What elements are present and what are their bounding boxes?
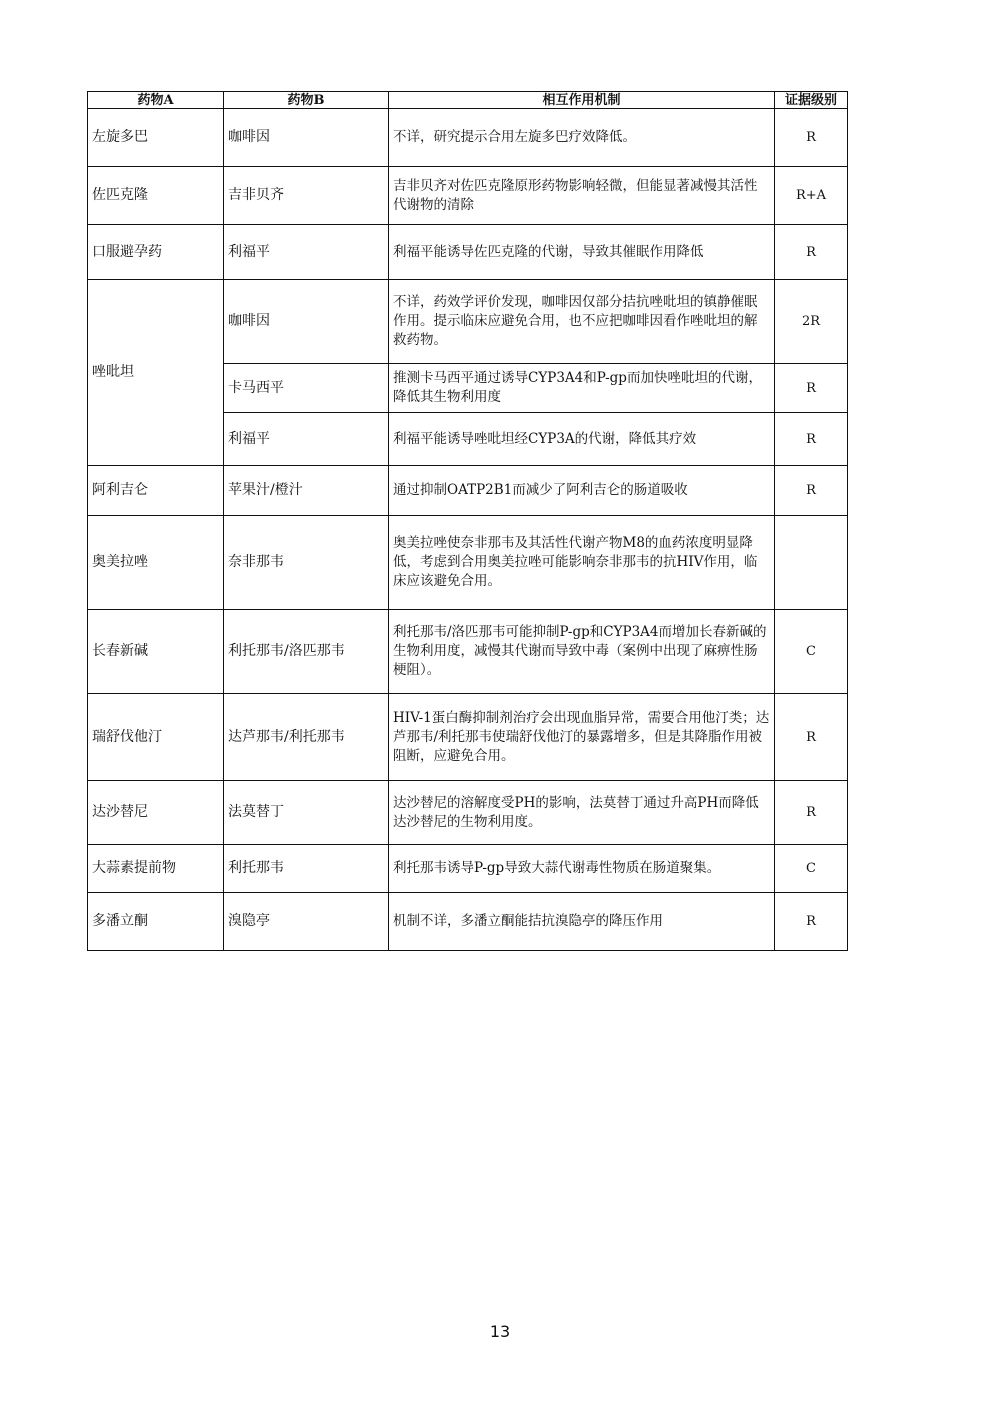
drug-b-cell: 法莫替丁 bbox=[224, 781, 389, 845]
mechanism-cell: 达沙替尼的溶解度受PH的影响，法莫替丁通过升高PH而降低达沙替尼的生物利用度。 bbox=[389, 781, 775, 845]
evidence-level-cell: R bbox=[775, 225, 848, 280]
drug-a-cell: 瑞舒伐他汀 bbox=[88, 694, 224, 781]
drug-b-cell: 吉非贝齐 bbox=[224, 167, 389, 225]
mechanism-cell: 机制不详，多潘立酮能拮抗溴隐亭的降压作用 bbox=[389, 893, 775, 951]
evidence-level-cell: R bbox=[775, 781, 848, 845]
header-drug-a: 药物A bbox=[88, 92, 224, 109]
evidence-level-cell: R bbox=[775, 413, 848, 466]
table-row bbox=[88, 893, 848, 951]
table-row bbox=[88, 845, 848, 893]
drug-b-cell: 溴隐亭 bbox=[224, 893, 389, 951]
drug-a-cell: 达沙替尼 bbox=[88, 781, 224, 845]
drug-b-cell: 苹果汁/橙汁 bbox=[224, 466, 389, 516]
table-row bbox=[88, 466, 848, 516]
header-mechanism: 相互作用机制 bbox=[389, 92, 775, 109]
mechanism-cell: 利托那韦诱导P-gp导致大蒜代谢毒性物质在肠道聚集。 bbox=[389, 845, 775, 893]
drug-a-cell: 长春新碱 bbox=[88, 610, 224, 694]
drug-b-cell: 咖啡因 bbox=[224, 280, 389, 364]
table-row bbox=[88, 694, 848, 781]
table-header-row bbox=[88, 92, 848, 109]
drug-a-cell: 多潘立酮 bbox=[88, 893, 224, 951]
evidence-level-cell bbox=[775, 516, 848, 610]
drug-a-cell: 口服避孕药 bbox=[88, 225, 224, 280]
page-number: 13 bbox=[489, 1322, 511, 1341]
evidence-level-cell: 2R bbox=[775, 280, 848, 364]
mechanism-cell: 利福平能诱导佐匹克隆的代谢，导致其催眠作用降低 bbox=[389, 225, 775, 280]
drug-b-cell: 利福平 bbox=[224, 413, 389, 466]
drug-b-cell: 咖啡因 bbox=[224, 109, 389, 167]
mechanism-cell: 奥美拉唑使奈非那韦及其活性代谢产物M8的血药浓度明显降低，考虑到合用奥美拉唑可能影响奈非那韦的抗HIV作用，临床应该避免合用。 bbox=[389, 516, 775, 610]
evidence-level-cell: C bbox=[775, 610, 848, 694]
table-row bbox=[88, 109, 848, 167]
drug-b-cell: 利托那韦/洛匹那韦 bbox=[224, 610, 389, 694]
table-row bbox=[88, 225, 848, 280]
mechanism-cell: 利福平能诱导唑吡坦经CYP3A的代谢，降低其疗效 bbox=[389, 413, 775, 466]
mechanism-cell: 通过抑制OATP2B1而减少了阿利吉仑的肠道吸收 bbox=[389, 466, 775, 516]
table-row bbox=[88, 610, 848, 694]
mechanism-cell: 不详，药效学评价发现，咖啡因仅部分拮抗唑吡坦的镇静催眠作用。提示临床应避免合用，也不应把咖啡因看作唑吡坦的解救药物。 bbox=[389, 280, 775, 364]
header-drug-b: 药物B bbox=[224, 92, 389, 109]
drug-b-cell: 利福平 bbox=[224, 225, 389, 280]
drug-a-cell: 佐匹克隆 bbox=[88, 167, 224, 225]
drug-b-cell: 卡马西平 bbox=[224, 364, 389, 413]
table-row bbox=[88, 280, 848, 364]
drug-b-cell: 利托那韦 bbox=[224, 845, 389, 893]
drug-b-cell: 达芦那韦/利托那韦 bbox=[224, 694, 389, 781]
drug-a-cell: 唑吡坦 bbox=[88, 280, 224, 466]
table-row bbox=[88, 167, 848, 225]
evidence-level-cell: R bbox=[775, 109, 848, 167]
table-row bbox=[88, 781, 848, 845]
drug-a-cell: 大蒜素提前物 bbox=[88, 845, 224, 893]
mechanism-cell: 不详，研究提示合用左旋多巴疗效降低。 bbox=[389, 109, 775, 167]
drug-a-cell: 左旋多巴 bbox=[88, 109, 224, 167]
drug-b-cell: 奈非那韦 bbox=[224, 516, 389, 610]
drug-a-cell: 阿利吉仑 bbox=[88, 466, 224, 516]
evidence-level-cell: R bbox=[775, 364, 848, 413]
evidence-level-cell: R+A bbox=[775, 167, 848, 225]
mechanism-cell: HIV-1蛋白酶抑制剂治疗会出现血脂异常，需要合用他汀类；达芦那韦/利托那韦使瑞舒伐他汀的暴露增多，但是其降脂作用被阻断，应避免合用。 bbox=[389, 694, 775, 781]
drug-interaction-table bbox=[87, 91, 848, 951]
evidence-level-cell: R bbox=[775, 694, 848, 781]
mechanism-cell: 利托那韦/洛匹那韦可能抑制P-gp和CYP3A4而增加长春新碱的生物利用度，减慢其代谢而导致中毒（案例中出现了麻痹性肠梗阻）。 bbox=[389, 610, 775, 694]
header-evidence-level: 证据级别 bbox=[775, 92, 848, 109]
evidence-level-cell: R bbox=[775, 466, 848, 516]
drug-a-cell: 奥美拉唑 bbox=[88, 516, 224, 610]
mechanism-cell: 吉非贝齐对佐匹克隆原形药物影响轻微，但能显著减慢其活性代谢物的清除 bbox=[389, 167, 775, 225]
mechanism-cell: 推测卡马西平通过诱导CYP3A4和P-gp而加快唑吡坦的代谢，降低其生物利用度 bbox=[389, 364, 775, 413]
evidence-level-cell: R bbox=[775, 893, 848, 951]
table-row bbox=[88, 516, 848, 610]
evidence-level-cell: C bbox=[775, 845, 848, 893]
